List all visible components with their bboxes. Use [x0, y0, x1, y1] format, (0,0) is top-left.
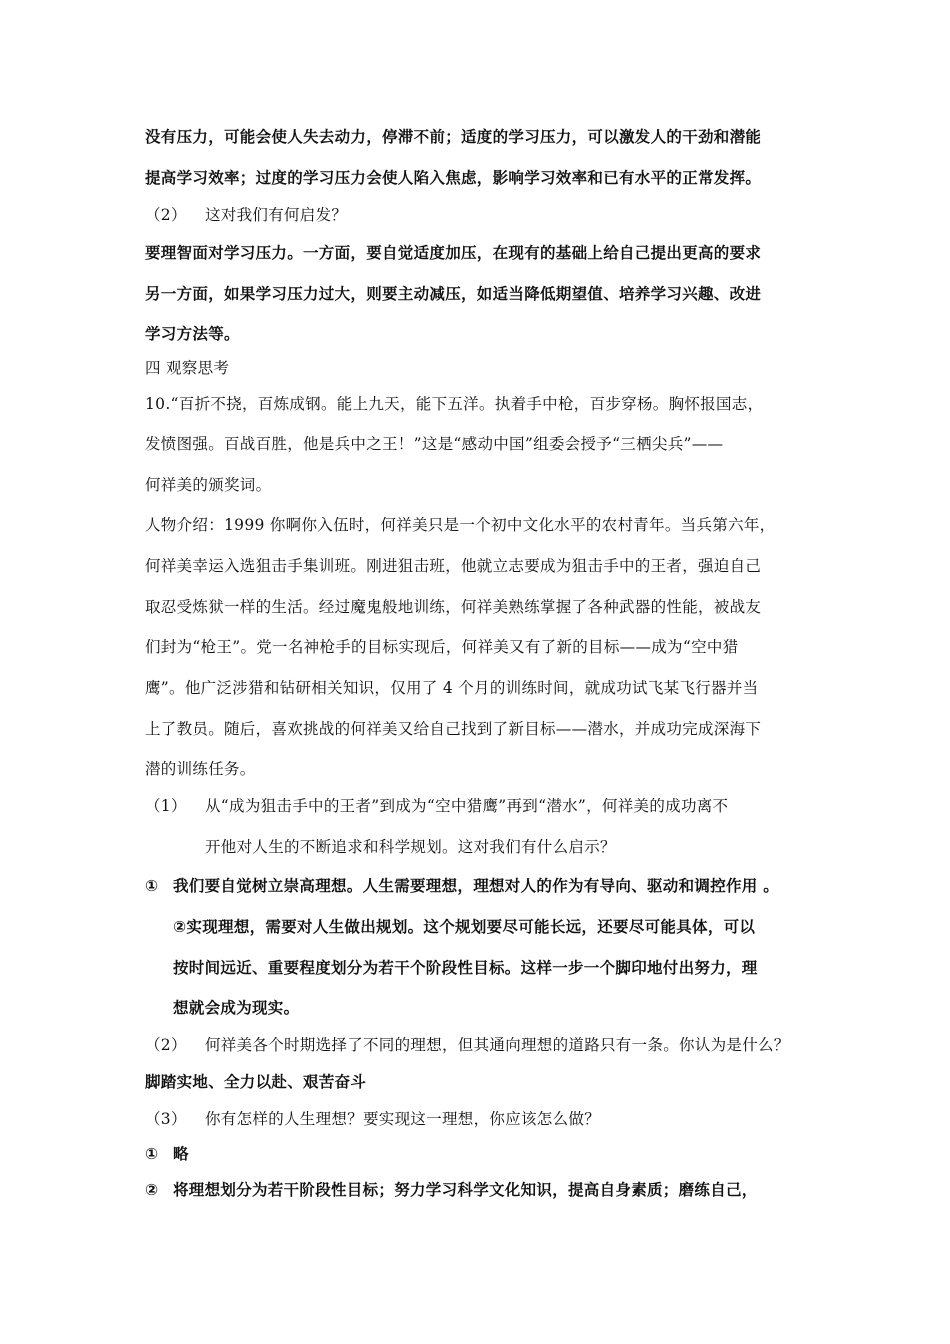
intro-line: 人物介绍：1999 你啊你入伍时，何祥美只是一个初中文化水平的农村青年。当兵第六年，	[145, 516, 776, 534]
list-marker: ②	[145, 1181, 159, 1199]
intro-line: 们封为“枪王”。党一名神枪手的目标实现后，何祥美又有了新的目标——成为“空中猎	[145, 638, 739, 656]
question-number: （2）	[145, 1036, 187, 1054]
answer-text: 略	[173, 1145, 189, 1163]
answer-line: 脚踏实地、全力以赴、艰苦奋斗	[145, 1073, 367, 1091]
question-line	[145, 1109, 600, 1129]
question-line: 10.“百折不挠，百炼成钢。能上九天，能下五洋。执着手中枪，百步穿杨。胸怀报国志，	[145, 395, 764, 413]
intro-line: 取忍受炼狱一样的生活。经过魔鬼般地训练，何祥美熟练掌握了各种武器的性能，被战友	[145, 598, 762, 616]
list-marker: ①	[145, 1145, 159, 1163]
question-line	[145, 1035, 790, 1055]
intro-line: 潜的训练任务。	[145, 760, 256, 778]
question-text: 这对我们有何启发？	[205, 206, 348, 224]
section-heading: 四 观察思考	[145, 359, 230, 377]
answer-line: 按时间远近、重要程度划分为若干个阶段性目标。这样一步一个脚印地付出努力，理	[173, 959, 758, 977]
question-text: 何祥美各个时期选择了不同的理想，但其通向理想的道路只有一条。你认为是什么？	[205, 1036, 790, 1054]
answer-line: 要理智面对学习压力。一方面，要自觉适度加压，在现有的基础上给自己提出更高的要求	[145, 244, 762, 262]
intro-line: 何祥美幸运入选狙击手集训班。刚进狙击班，他就立志要成为狙击手中的王者，强迫自己	[145, 557, 762, 575]
question-line	[145, 205, 347, 225]
question-line	[145, 796, 728, 816]
answer-text: 我们要自觉树立崇高理想。人生需要理想，理想对人的作为有导向、驱动和调控作用 。	[173, 877, 780, 895]
question-text: 从“成为狙击手中的王者”到成为“空中猎鹰”再到“潜水”，何祥美的成功离不	[205, 797, 729, 815]
answer-text: 将理想划分为若干阶段性目标；努力学习科学文化知识，提高自身素质；磨练自己，	[173, 1181, 758, 1199]
list-marker: ①	[145, 877, 159, 895]
answer-line: 学习方法等。	[145, 325, 240, 343]
answer-line: ②实现理想，需要对人生做出规划。这个规划要尽可能长远，还要尽可能具体，可以	[173, 918, 756, 936]
question-number: （3）	[145, 1110, 187, 1128]
intro-line: 上了教员。随后，喜欢挑战的何祥美又给自己找到了新目标——潜水，并成功完成深海下	[145, 720, 762, 738]
answer-line: 提高学习效率；过度的学习压力会使人陷入焦虑，影响学习效率和已有水平的正常发挥。	[145, 169, 762, 187]
answer-line	[145, 1180, 758, 1200]
answer-line: 另一方面，如果学习压力过大，则要主动减压，如适当降低期望值、培养学习兴趣、改进	[145, 285, 762, 303]
answer-line: 没有压力，可能会使人失去动力，停滞不前；适度的学习压力，可以激发人的干劲和潜能	[145, 128, 762, 146]
question-number: （1）	[145, 797, 187, 815]
answer-line	[145, 1144, 189, 1164]
question-line: 发愤图强。百战百胜，他是兵中之王！”这是“感动中国”组委会授予“三栖尖兵”——	[145, 435, 724, 453]
intro-line: 鹰”。他广泛涉猎和钻研相关知识，仅用了 4 个月的训练时间，就成功试飞某飞行器并当	[145, 679, 759, 697]
answer-line	[145, 876, 779, 896]
question-line: 何祥美的颁奖词。	[145, 476, 272, 494]
answer-line: 想就会成为现实。	[173, 999, 300, 1017]
question-number: （2）	[145, 206, 187, 224]
question-text: 你有怎样的人生理想？要实现这一理想，你应该怎么做？	[205, 1110, 601, 1128]
question-line: 开他对人生的不断追求和科学规划。这对我们有什么启示？	[205, 838, 616, 856]
